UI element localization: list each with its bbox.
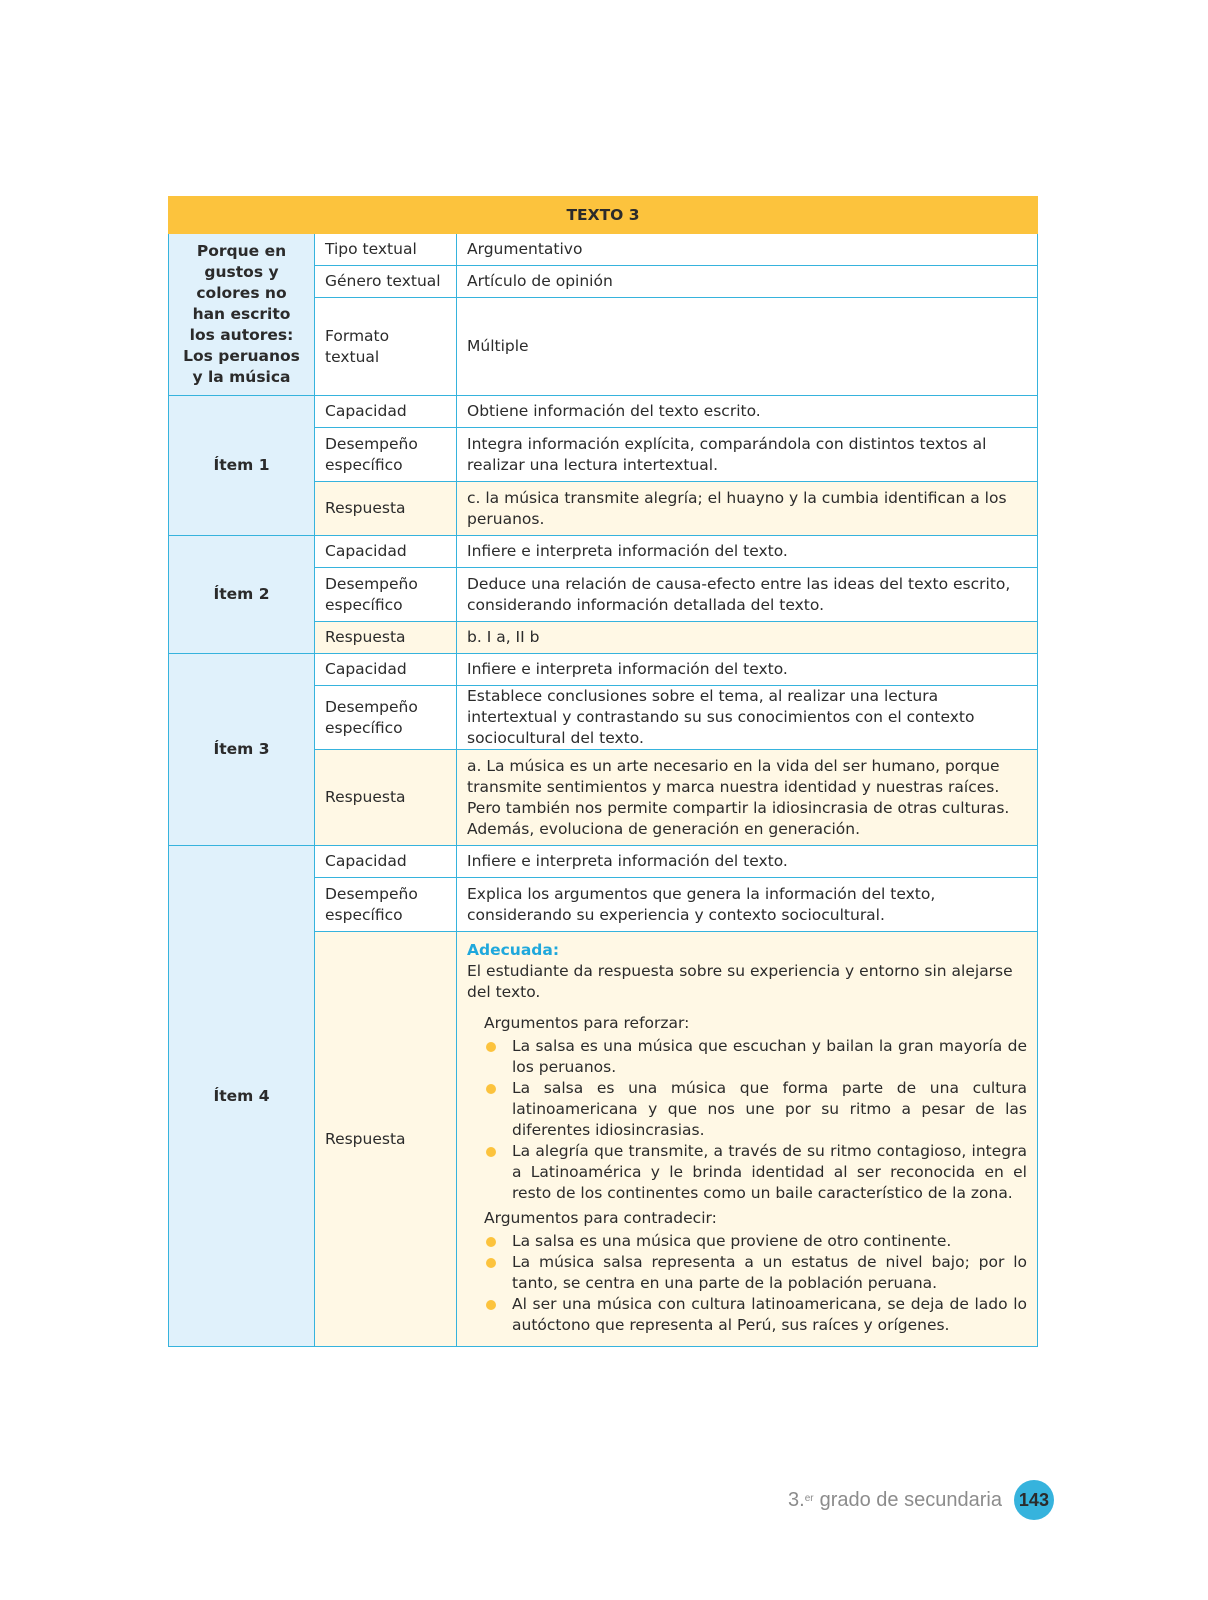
row-label: Género textual (315, 266, 457, 298)
table-row (169, 234, 1038, 266)
row-value: Deduce una relación de causa-efecto entre las ideas del texto escrito, considerando información detallada del texto. (457, 568, 1038, 622)
table-header-row (169, 197, 1038, 234)
bullet-icon (486, 1084, 496, 1094)
row-label: Respuesta (315, 482, 457, 536)
list-item (484, 1252, 1027, 1294)
table-row (169, 654, 1038, 686)
row-value: Infiere e interpreta información del texto. (457, 536, 1038, 568)
adecuada-text: El estudiante da respuesta sobre su experiencia y entorno sin alejarse del texto. (467, 962, 1013, 1001)
row-label: Desempeño específico (315, 568, 457, 622)
contradecir-heading: Argumentos para contradecir: (484, 1209, 717, 1227)
page-footer (788, 1479, 1054, 1521)
item-label: Ítem 3 (169, 654, 315, 846)
reforzar-heading: Argumentos para reforzar: (484, 1014, 690, 1032)
list-item (484, 1036, 1027, 1078)
list-item (484, 1294, 1027, 1336)
row-value: Obtiene información del texto escrito. (457, 396, 1038, 428)
row-value: Argumentativo (457, 234, 1038, 266)
reforzar-list (467, 1036, 1027, 1204)
list-item (484, 1231, 1027, 1252)
list-item-text: La música salsa representa a un estatus de nivel bajo; por lo tanto, se centra en una parte de la población peruana. (512, 1253, 1027, 1292)
row-label: Desempeño específico (315, 428, 457, 482)
row-value: Establece conclusiones sobre el tema, al realizar una lectura intertextual y contrastando su sus conocimientos con el contexto sociocultural del texto. (457, 686, 1038, 750)
item-label: Ítem 1 (169, 396, 315, 536)
contradecir-list (467, 1231, 1027, 1336)
answer-block (457, 932, 1038, 1347)
table-header: TEXTO 3 (169, 197, 1038, 234)
row-value: Infiere e interpreta información del texto. (457, 846, 1038, 878)
row-value: Múltiple (457, 298, 1038, 396)
table-row (169, 396, 1038, 428)
row-value: Infiere e interpreta información del texto. (457, 654, 1038, 686)
list-item-text: La salsa es una música que forma parte de una cultura latinoamericana y que nos une por su ritmo a pesar de las diferentes idiosincrasias. (512, 1079, 1027, 1139)
bullet-icon (486, 1237, 496, 1247)
answer-value: b. I a, II b (457, 622, 1038, 654)
grade-number: 3. (788, 1488, 805, 1511)
answer-value: a. La música es un arte necesario en la vida del ser humano, porque transmite sentimientos y marca nuestra identidad y nuestras raíces. Pero también nos permite compartir la idiosincrasia de otras culturas. Además, evoluciona de generación en generación. (457, 750, 1038, 846)
row-label: Respuesta (315, 750, 457, 846)
row-label: Respuesta (315, 932, 457, 1347)
row-value: Explica los argumentos que genera la información del texto, considerando su experiencia y contexto sociocultural. (457, 878, 1038, 932)
item-label: Ítem 2 (169, 536, 315, 654)
table-row (169, 846, 1038, 878)
row-label: Capacidad (315, 846, 457, 878)
list-item-text: Al ser una música con cultura latinoamericana, se deja de lado lo autóctono que representa al Perú, sus raíces y orígenes. (512, 1295, 1027, 1334)
row-label: Capacidad (315, 654, 457, 686)
row-label: Desempeño específico (315, 878, 457, 932)
grade-suffix: er (804, 1492, 814, 1504)
bullet-icon (486, 1147, 496, 1157)
row-label: Desempeño específico (315, 686, 457, 750)
answer-value: c. la música transmite alegría; el huayno y la cumbia identifican a los peruanos. (457, 482, 1038, 536)
row-value: Integra información explícita, comparándola con distintos textos al realizar una lectura intertextual. (457, 428, 1038, 482)
grade-text: grado de secundaria (819, 1488, 1002, 1511)
list-item (484, 1141, 1027, 1204)
item-label: Ítem 4 (169, 846, 315, 1347)
bullet-icon (486, 1300, 496, 1310)
list-item (484, 1078, 1027, 1141)
list-item-text: La salsa es una música que proviene de otro continente. (512, 1232, 952, 1250)
text-title: Porque en gustos y colores no han escrito los autores: Los peruanos y la música (169, 234, 315, 396)
list-item-text: La alegría que transmite, a través de su ritmo contagioso, integra a Latinoamérica y le brinda identidad al ser reconocida en el resto de los continentes como un baile característico de la zona. (512, 1142, 1027, 1202)
row-label: Capacidad (315, 396, 457, 428)
row-label: Formato textual (315, 298, 457, 396)
table-row (169, 536, 1038, 568)
list-item-text: La salsa es una música que escuchan y bailan la gran mayoría de los peruanos. (512, 1037, 1027, 1076)
row-label: Respuesta (315, 622, 457, 654)
adecuada-label: Adecuada: (467, 941, 560, 959)
answer-key-table (168, 196, 1038, 1347)
page-number-badge (1014, 1480, 1054, 1520)
bullet-icon (486, 1258, 496, 1268)
row-label: Tipo textual (315, 234, 457, 266)
bullet-icon (486, 1042, 496, 1052)
row-value: Artículo de opinión (457, 266, 1038, 298)
page-number: 143 (1018, 1489, 1049, 1510)
row-label: Capacidad (315, 536, 457, 568)
